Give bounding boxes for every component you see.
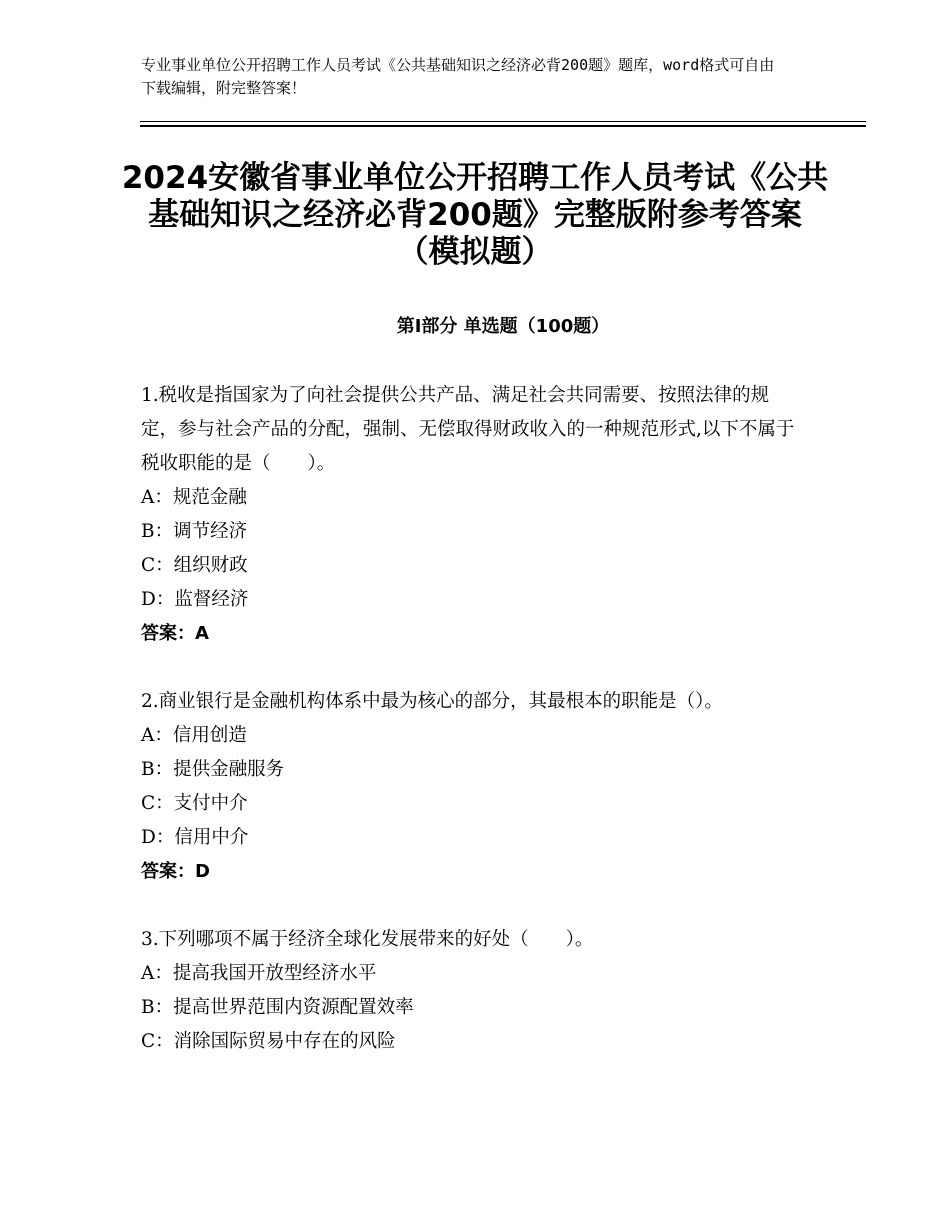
option-c: C：组织财政 <box>141 555 248 576</box>
option-a: A：信用创造 <box>141 725 247 746</box>
document-title: 2024安徽省事业单位公开招聘工作人员考试《公共基础知识之经济必背200题》完整版附参考答案（模拟题） <box>121 160 829 270</box>
question-stem: 1.税收是指国家为了向社会提供公共产品、满足社会共同需要、按照法律的规定，参与社会产品的分配，强制、无偿取得财政收入的一种规范形式,以下不属于税收职能的是（ ）。 <box>141 385 795 474</box>
option-a: A：提高我国开放型经济水平 <box>141 963 377 984</box>
question-stem: 3.下列哪项不属于经济全球化发展带来的好处（ ）。 <box>141 929 594 950</box>
section-title: 第Ⅰ部分 单选题（100题） <box>396 316 610 337</box>
option-c: C：支付中介 <box>141 793 248 814</box>
question-stem: 2.商业银行是金融机构体系中最为核心的部分，其最根本的职能是（）。 <box>141 691 723 712</box>
option-d: D：监督经济 <box>141 589 249 610</box>
option-b: B：调节经济 <box>141 521 248 542</box>
answer-line: 答案：A <box>141 623 209 644</box>
question-list <box>141 379 801 1093</box>
option-c: C：消除国际贸易中存在的风险 <box>141 1031 396 1052</box>
header-note: 专业事业单位公开招聘工作人员考试《公共基础知识之经济必背200题》题库，word格式可自由下载编辑，附完整答案！ <box>141 56 775 97</box>
option-b: B：提高世界范围内资源配置效率 <box>141 997 414 1018</box>
question-3 <box>141 923 801 1059</box>
option-a: A：规范金融 <box>141 487 247 508</box>
option-b: B：提供金融服务 <box>141 759 285 780</box>
header-rule-thin <box>140 121 866 122</box>
answer-line: 答案：D <box>141 861 210 882</box>
option-d: D：信用中介 <box>141 827 249 848</box>
header-rule-thick <box>140 125 866 127</box>
question-2 <box>141 685 801 889</box>
question-1 <box>141 379 801 651</box>
